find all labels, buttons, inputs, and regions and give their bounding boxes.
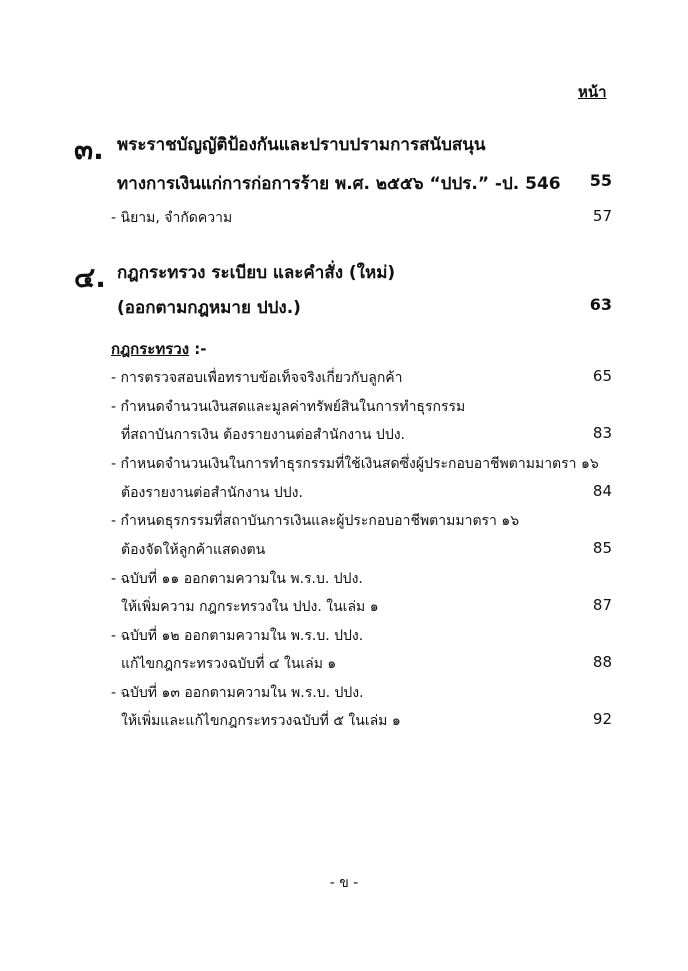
subheading-text: กฎกระทรวง (111, 340, 190, 358)
section-3-item-label: - นิยาม, จำกัดความ (111, 210, 233, 226)
toc-item-line2: แก้ไขกฎกระทรวงฉบับที่ ๔ ในเล่ม ๑ (121, 656, 337, 672)
subheading-suffix: :- (189, 340, 207, 358)
toc-item-line2: ที่สถาบันการเงิน ต้องรายงานต่อสำนักงาน ปปง. (121, 427, 405, 443)
section-4-page: 63 (589, 295, 612, 314)
toc-item-page: 65 (592, 367, 612, 385)
section-4-title-line1: กฎกระทรวง ระเบียบ และคำสั่ง (ใหม่) (117, 263, 396, 283)
ministerial-regulations-heading (111, 337, 207, 361)
toc-item-line1: - ฉบับที่ ๑๑ ออกตามความใน พ.ร.บ. ปปง. (111, 571, 363, 587)
section-4-title-line2: (ออกตามกฎหมาย ปปง.) (117, 298, 301, 318)
toc-item-line2: ต้องรายงานต่อสำนักงาน ปปง. (121, 485, 303, 501)
page-column-label: หน้า (578, 83, 607, 101)
toc-item-line2: ต้องจัดให้ลูกค้าแสดงตน (121, 542, 266, 558)
section-3-item-page: 57 (592, 207, 612, 225)
toc-item-line1: - ฉบับที่ ๑๒ ออกตามความใน พ.ร.บ. ปปง. (111, 628, 364, 644)
toc-item-page: 87 (592, 596, 612, 614)
toc-item-line1: - การตรวจสอบเพื่อทราบข้อเท็จจริงเกี่ยวกับลูกค้า (111, 370, 403, 386)
toc-item-page: 84 (592, 482, 612, 500)
section-3-title-line2: ทางการเงินแก่การก่อการร้าย พ.ศ. ๒๕๕๖ “ปปร.” -ป. 546 (117, 174, 561, 194)
toc-item-line1: - กำหนดจำนวนเงินสดและมูลค่าทรัพย์สินในการทำธุรกรรม (111, 399, 466, 415)
toc-item-page: 83 (592, 424, 612, 442)
section-3-title-line1: พระราชบัญญัติป้องกันและปราบปรามการสนับสนุน (117, 135, 486, 155)
toc-item-line1: - กำหนดธุรกรรมที่สถาบันการเงินและผู้ประกอบอาชีพตามมาตรา ๑๖ (111, 513, 520, 529)
toc-item-page: 85 (592, 539, 612, 557)
section-3-page: 55 (589, 171, 612, 190)
toc-item-page: 88 (592, 653, 612, 671)
section-4-number: ๔. (74, 261, 106, 294)
toc-item-line2: ให้เพิ่มและแก้ไขกฎกระทรวงฉบับที่ ๕ ในเล่ม ๑ (121, 713, 401, 729)
page-footer-marker: - ข - (329, 875, 359, 891)
toc-item-line1: - ฉบับที่ ๑๓ ออกตามความใน พ.ร.บ. ปปง. (111, 685, 364, 701)
toc-item-line2: ให้เพิ่มความ กฎกระทรวงใน ปปง. ในเล่ม ๑ (121, 599, 379, 615)
toc-item-line1: - กำหนดจำนวนเงินในการทำธุรกรรมที่ใช้เงินสดซึ่งผู้ประกอบอาชีพตามมาตรา ๑๖ (111, 456, 599, 472)
section-3-number: ๓. (74, 133, 104, 166)
toc-item-page: 92 (592, 710, 612, 728)
